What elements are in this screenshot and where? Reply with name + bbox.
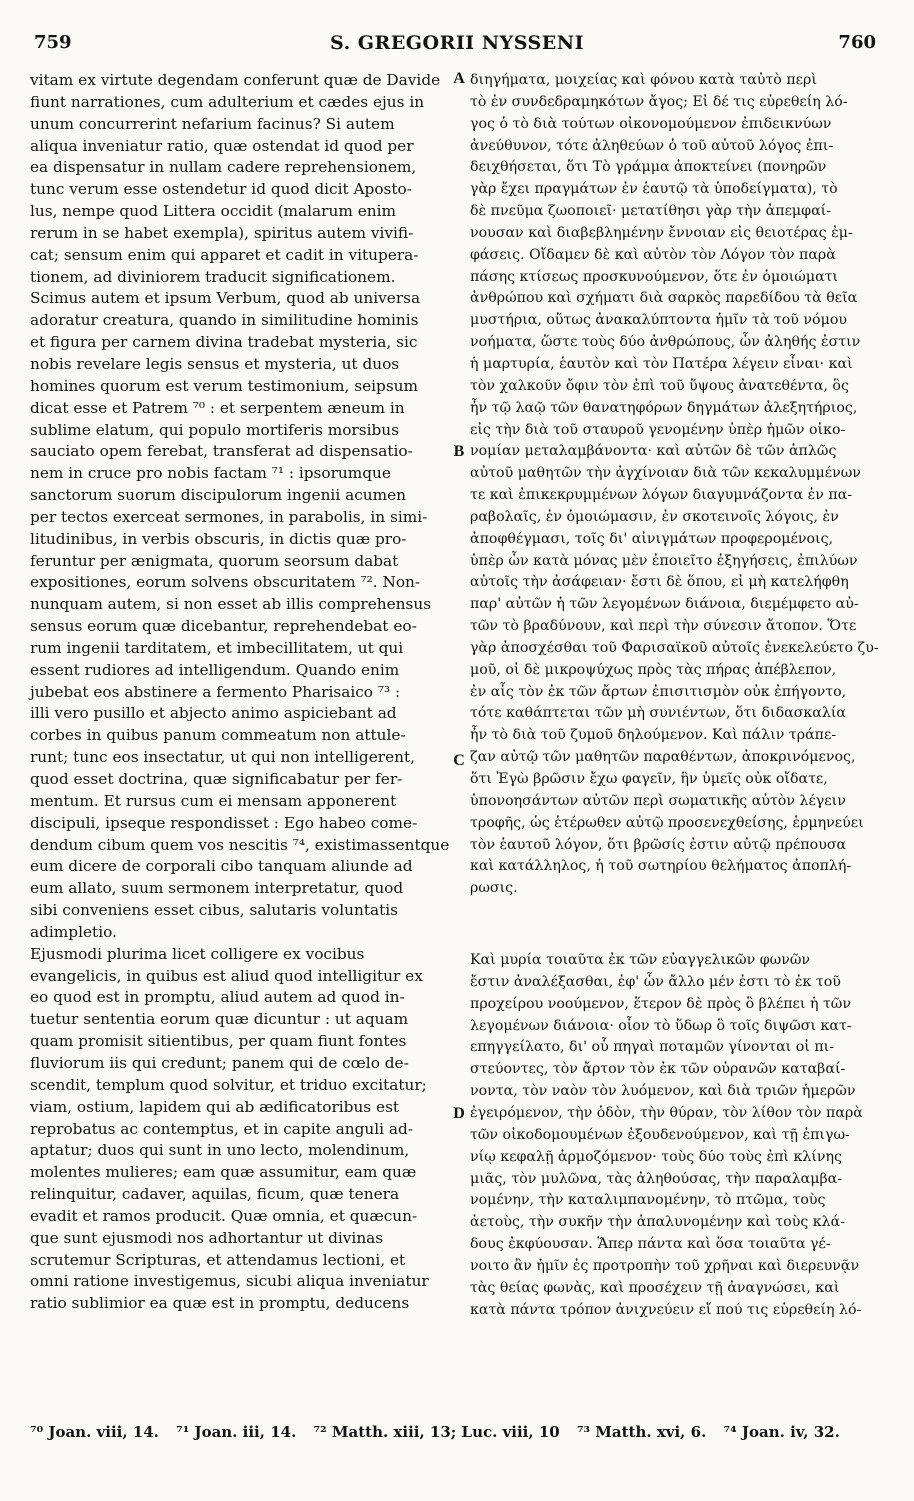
- text-line: fiunt narrationes, cum adulterium et cædes ejus in: [30, 92, 425, 111]
- text-line: ea dispensatur in nullam cadere reprehensionem,: [30, 158, 417, 177]
- text-line: sanctorum suorum discipulorum ingenii acumen: [30, 486, 407, 505]
- text-line: nobis revelare legis sensus et mysteria, ut duos: [30, 354, 400, 373]
- text-line: rum ingenii tarditatem, et imbecillitatem, ut qui: [30, 638, 404, 657]
- text-line: τῶν τὸ βραδύνουν, καὶ περὶ τὴν σύνεσιν ἄτοπον. Ὅτε: [470, 618, 857, 635]
- text-line: νουσαν καὶ διαβεβλημένην ἔννοιαν εἰς θειοτέρας ἐμ-: [470, 224, 853, 241]
- text-line: λεγομένων διάνοια· οἷον τὸ ὕδωρ ὃ τοῖς διψῶσι κατ-: [470, 1017, 852, 1034]
- text-line: ἀνθρώπου καὶ σχήματι διὰ σαρκὸς παρεδίδου τὰ θεῖα: [470, 290, 858, 307]
- text-line: νομένην, τὴν καταλιμπανομένην, τὸ πτῶμα, τοὺς: [470, 1192, 826, 1209]
- text-line: ratio sublimior ea quæ est in promptu, deducens: [30, 1294, 410, 1313]
- greek-paragraph-1: [470, 70, 880, 900]
- text-line: νοήματα, ὥστε τοὺς δύο ἀνθρώπους, ὧν ἀληθής ἐστιν: [470, 334, 861, 351]
- text-line: quam promisit sitientibus, per quam fiunt fontes: [30, 1032, 407, 1051]
- footnote: ⁷⁴ Joan. iv, 32.: [723, 1423, 840, 1441]
- text-line: vitam ex virtute degendam conferunt quæ de Davide: [30, 71, 441, 89]
- text-line: que sunt ejusmodi nos adhortantur ut divinas: [30, 1228, 384, 1247]
- text-line: aliqua inveniatur ratio, quæ ostendat id quod per: [30, 136, 414, 155]
- greek-column: [470, 70, 880, 1321]
- text-line: sauciato opem ferebat, transferat ad dispensatio-: [30, 442, 413, 461]
- text-line: Ejusmodi plurima licet colligere ex vocibus: [30, 944, 365, 963]
- text-line: παρ' αὐτῶν ἡ τῶν λεγομένων διάνοια, διεμέμφετο αὐ-: [470, 596, 859, 613]
- text-line: ἐν αἷς τὸν ἐκ τῶν ἄρτων ἐπισιτισμὸν οὐκ ἐπήγοντο,: [470, 683, 847, 700]
- text-line: homines quorum est verum testimonium, seipsum: [30, 376, 419, 395]
- text-line: dicat esse et Patrem ⁷⁰ : et serpentem æneum in: [30, 398, 405, 417]
- text-line: evangelicis, in quibus est aliud quod intelligitur ex: [30, 966, 423, 985]
- text-line: γὰρ ἀποσχέσθαι τοῦ Φαρισαϊκοῦ αὐτοῖς ἐνεκελεύετο ζυ-: [470, 639, 879, 656]
- text-line: επηγγείλατο, δι' οὗ πηγαὶ ποταμῶν γίνονται οἱ πι-: [470, 1039, 835, 1056]
- text-line: quod esset doctrina, quæ significabatur per fer-: [30, 770, 403, 788]
- text-line: eum allato, suum sermonem interpretatur, quod: [30, 879, 404, 898]
- text-line: ὅτι Ἐγὼ βρῶσιν ἔχω φαγεῖν, ἣν ὑμεῖς οὐκ οἴδατε,: [470, 771, 828, 787]
- text-line: lus, nempe quod Littera occidit (malarum enim: [30, 202, 397, 221]
- text-line: ἔστιν ἀναλέξασθαι, ἐφ' ὧν ἄλλο μέν ἐστι τὸ ἐκ τοῦ: [470, 973, 841, 990]
- text-line: adoratur creatura, quando in similitudine hominis: [30, 311, 419, 330]
- latin-column: [30, 70, 450, 1315]
- text-line: omni ratione investigemus, sicubi aliqua inveniatur: [30, 1272, 429, 1291]
- text-line: essent rudiores ad intelligendum. Quando enim: [30, 660, 400, 679]
- text-line: illi vero pusillo et abjecto animo aspiciebant ad: [30, 704, 397, 723]
- text-line: corbes in quibus panum commeatum non attule-: [30, 726, 406, 745]
- text-line: per tectos exerceat sermones, in parabolis, in simi-: [30, 507, 428, 526]
- text-line: tunc verum esse ostendetur id quod dicit Aposto-: [30, 180, 412, 199]
- text-line: κατὰ πάντα τρόπον ἀνιχνεύειν εἴ πού τις εὑρεθείη λό-: [470, 1301, 862, 1318]
- text-line: Καὶ μυρία τοιαῦτα ἐκ τῶν εὐαγγελικῶν φωνῶν: [470, 952, 811, 969]
- text-line: aptatur; duos qui sunt in uno lecto, molendinum,: [30, 1141, 410, 1160]
- text-line: νίῳ κεφαλῇ ἁρμοζόμενον· τοὺς δύο τοὺς ἐπὶ κλίνης: [470, 1148, 842, 1165]
- text-line: αὐτοῦ μαθητῶν τὴν ἀγχίνοιαν διὰ τῶν κεκαλυμμένων: [470, 465, 861, 482]
- text-line: ἦν τῷ λαῷ τῶν θανατηφόρων δηγμάτων ἀλεξητήριος,: [470, 399, 858, 416]
- text-line: jubebat eos abstinere a fermento Pharisaico ⁷³ :: [30, 682, 401, 701]
- text-line: ραβολαῖς, ἐν ὁμοιώμασιν, ἐν σκοτεινοῖς λόγοις, ἐν: [470, 508, 839, 525]
- text-line: cat; sensum enim qui apparet et cadit in vitupera-: [30, 245, 419, 264]
- margin-letter-d: D: [453, 1105, 465, 1122]
- text-line: νομίαν μεταλαμβάνοντα· καὶ αὐτῶν δὲ τῶν ἁπλῶς: [470, 443, 837, 460]
- text-line: νοιτο ἂν ἡμῖν ἐς προτροπὴν τοῦ χρῆναι καὶ διερευνᾷν: [470, 1257, 860, 1274]
- footnotes: [30, 1423, 890, 1441]
- text-line: mentum. Et rursus cum ei mensam apponerent: [30, 791, 397, 810]
- text-line: ρωσις.: [470, 880, 518, 897]
- text-line: unum concurrerint nefarium facinus? Si autem: [30, 114, 395, 133]
- text-line: δὲ πνεῦμα ζωοποιεῖ· μετατίθησι γὰρ τὴν ἀπεμφαί-: [470, 203, 832, 220]
- text-line: τὰς θείας φωνὰς, καὶ προσέχειν τῇ ἀναγνώσει, καὶ: [470, 1279, 840, 1296]
- text-line: molentes mulieres; eam quæ assumitur, eam quæ: [30, 1163, 417, 1182]
- page-header: [0, 20, 914, 60]
- text-line: μυστήρια, οὕτως ἀνακαλύπτοντα ἡμῖν τὰ τοῦ νόμου: [470, 312, 847, 329]
- text-line: discipuli, ipseque respondisset : Ego habeo come-: [30, 813, 418, 832]
- text-line: viam, ostium, lapidem qui ab ædificatoribus est: [30, 1097, 400, 1116]
- text-line: τὸν χαλκοῦν ὄφιν τὸν ἐπὶ τοῦ ὕψους ἀνατεθέντα, ὃς: [470, 377, 849, 394]
- text-line: feruntur per ænigmata, quorum seorsum dabat: [30, 551, 399, 570]
- text-line: expositiones, eorum solvens obscuritatem ⁷². Non-: [30, 573, 421, 592]
- text-line: πάσης κτίσεως προσκυνούμενον, ὅτε ἐν ὁμοιώματι: [470, 268, 839, 285]
- text-line: τῶν οἰκοδομουμένων ἐξουδενούμενον, καὶ τῇ ἐπιγω-: [470, 1126, 850, 1143]
- text-line: τροφῆς, ὡς ἑτέρωθεν αὐτῷ προσενεχθείσης, ἑρμηνεύει: [470, 814, 864, 831]
- text-line: ἐγειρόμενον, τὴν ὁδὸν, τὴν θύραν, τὸν λίθον τὸν παρὰ: [470, 1104, 863, 1121]
- text-line: relinquitur, cadaver, aquilas, ficum, quæ tenera: [30, 1185, 400, 1204]
- text-line: τὸν ἑαυτοῦ λόγον, ὅτι βρῶσίς ἐστιν αὐτῷ πρέπουσα: [470, 836, 847, 853]
- text-line: ὑπὲρ ὧν κατὰ μόνας μὲν ἐποιεῖτο ἐξηγήσεις, ἐπιλύων: [470, 552, 858, 569]
- text-line: eum dicere de corporali cibo tanquam aliunde ad: [30, 857, 413, 876]
- footnote: ⁷¹ Joan. iii, 14.: [176, 1423, 297, 1441]
- text-line: καὶ κατάλληλος, ἡ τοῦ σωτηρίου θελήματος ἀποπλή-: [470, 858, 852, 875]
- text-line: sublime elatum, qui populo mortiferis morsibus: [30, 420, 399, 439]
- footnote: ⁷⁰ Joan. viii, 14.: [30, 1423, 159, 1441]
- text-line: Scimus autem et ipsum Verbum, quod ab universa: [30, 289, 421, 308]
- text-line: runt; tunc eos insectatur, ut qui non intelligerent,: [30, 748, 415, 767]
- footnote: ⁷² Matth. xiii, 13; Luc. viii, 10: [313, 1423, 560, 1441]
- text-line: litudinibus, in verbis obscuris, in dictis quæ pro-: [30, 529, 407, 548]
- text-line: et figura per carnem divina tradebat mysteria, sic: [30, 333, 418, 352]
- left-page-number: 759: [34, 32, 72, 53]
- text-line: dendum cibum quem vos nescitis ⁷⁴, existimassentque: [30, 835, 450, 854]
- text-line: τὸ ἐν συνδεδραμηκότων ἄγος; Εἰ δέ τις εὑρεθείη λό-: [470, 93, 848, 110]
- text-line: στεύοντες, τὸν ἄρτον τὸν ἐκ τῶν οὐρανῶν καταβαί-: [470, 1061, 846, 1078]
- text-line: ἀποφθέγμασι, τοῖς δι' αἰνιγμάτων προφερομένοις,: [470, 530, 834, 547]
- text-line: ὑπονοησάντων αὐτῶν περὶ σωματικῆς αὐτὸν λέγειν: [470, 792, 846, 809]
- text-line: tionem, ad diviniorem traducit significationem.: [30, 267, 396, 286]
- text-line: ζαν αὐτῷ τῶν μαθητῶν παραθέντων, ἀποκρινόμενος,: [470, 749, 856, 766]
- text-line: evadit et ramos producit. Quæ omnia, et quæcun-: [30, 1206, 418, 1225]
- text-line: ἦν τὸ διὰ τοῦ ζυμοῦ δηλούμενον. Καὶ πάλιν τράπε-: [470, 727, 837, 744]
- greek-paragraph-2: [470, 950, 880, 1321]
- text-line: διηγήματα, μοιχείας καὶ φόνου κατὰ ταὐτὸ περὶ: [470, 72, 817, 88]
- text-line: ἡ μαρτυρία, ἑαυτὸν καὶ τὸν Πατέρα λέγειν εἶναι· καὶ: [470, 355, 853, 372]
- margin-letter-a: A: [453, 70, 465, 87]
- latin-paragraph-1: [30, 70, 450, 944]
- text-line: τότε καθάπτεται τῶν μὴ συνιέντων, ὅτι διδασκαλία: [470, 705, 846, 722]
- text-line: adimpletio.: [30, 922, 117, 941]
- text-line: προχείρου νοούμενον, ἕτερον δὲ πρὸς ὃ βλέπει ἡ τῶν: [470, 995, 851, 1012]
- text-line: scrutemur Scripturas, et attendamus lectioni, et: [30, 1250, 406, 1269]
- text-line: tuetur sententia eorum quæ dicuntur : ut aquam: [30, 1010, 409, 1029]
- margin-letter-b: B: [453, 443, 465, 460]
- text-line: δειχθήσεται, ὅτι Τὸ γράμμα ἀποκτείνει (πονηρῶν: [470, 159, 827, 176]
- text-line: scendit, templum quod solvitur, et triduo excitatur;: [30, 1075, 427, 1094]
- latin-paragraph-2: [30, 944, 450, 1315]
- text-line: εἰς τὴν διὰ τοῦ σταυροῦ γενομένην ὑπὲρ ἡμῶν οἰκο-: [470, 421, 846, 438]
- text-line: ἀετοὺς, τὴν συκῆν τὴν ἁπαλυνομένην καὶ τοὺς κλά-: [470, 1214, 846, 1231]
- text-line: γὰρ ἔχει πραγμάτων ἐν ἑαυτῷ τὰ ὑποδείγματα), τὸ: [470, 181, 838, 198]
- text-line: αὐτοῖς τὴν ἀσάφειαν· ἔστι δὲ ὅπου, εἰ μὴ κατελήφθη: [470, 574, 849, 591]
- text-line: δους ἐκφύουσαν. Ἅπερ πάντα καὶ ὅσα τοιαῦτα γέ-: [470, 1236, 831, 1253]
- text-line: rerum in se habet exempla), spiritus autem vivifi-: [30, 223, 414, 242]
- text-line: φάσεις. Οἴδαμεν δὲ καὶ αὐτὸν τὸν Λόγον τὸν παρὰ: [470, 246, 836, 263]
- footnote: ⁷³ Matth. xvi, 6.: [576, 1423, 707, 1441]
- text-line: nem in cruce pro nobis factam ⁷¹ : ipsorumque: [30, 464, 391, 483]
- running-title: S. GREGORII NYSSENI: [330, 32, 584, 54]
- text-line: μιᾶς, τὸν μυλῶνα, τὰς ἀληθούσας, τὴν παραλαμβα-: [470, 1170, 843, 1187]
- text-line: eo quod est in promptu, aliud autem ad quod in-: [30, 988, 405, 1007]
- text-line: ἀνεύθυνον, τότε ἀληθεύων ὁ τοῦ αὐτοῦ λόγος ἐπι-: [470, 137, 834, 154]
- text-line: fluviorum iis qui credunt; panem qui de cœlo de-: [30, 1053, 409, 1072]
- text-line: μοῦ, οἱ δὲ μικροψύχως πρὸς τὰς πήρας ἀπέβλεπον,: [470, 661, 837, 678]
- text-line: τε καὶ ἐπικεκρυμμένων λόγων διαγυμνάζοντα ἐν πα-: [470, 487, 853, 504]
- text-line: reprobatus ac contemptus, et in capite anguli ad-: [30, 1119, 413, 1138]
- text-line: sensus eorum quæ dicebantur, reprehendebat eo-: [30, 617, 417, 636]
- right-page-number: 760: [838, 32, 876, 53]
- text-line: sibi conveniens esset cibus, salutaris voluntatis: [30, 901, 398, 920]
- text-line: γος ὁ τὸ διὰ τούτων οἰκονομούμενον ἐπιδεικνύων: [470, 115, 832, 132]
- text-line: νοντα, τὸν ναὸν τὸν λυόμενον, καὶ διὰ τριῶν ἡμερῶν: [470, 1083, 856, 1100]
- margin-letter-c: C: [453, 752, 465, 769]
- text-line: nunquam autem, si non esset ab illis comprehensus: [30, 595, 432, 614]
